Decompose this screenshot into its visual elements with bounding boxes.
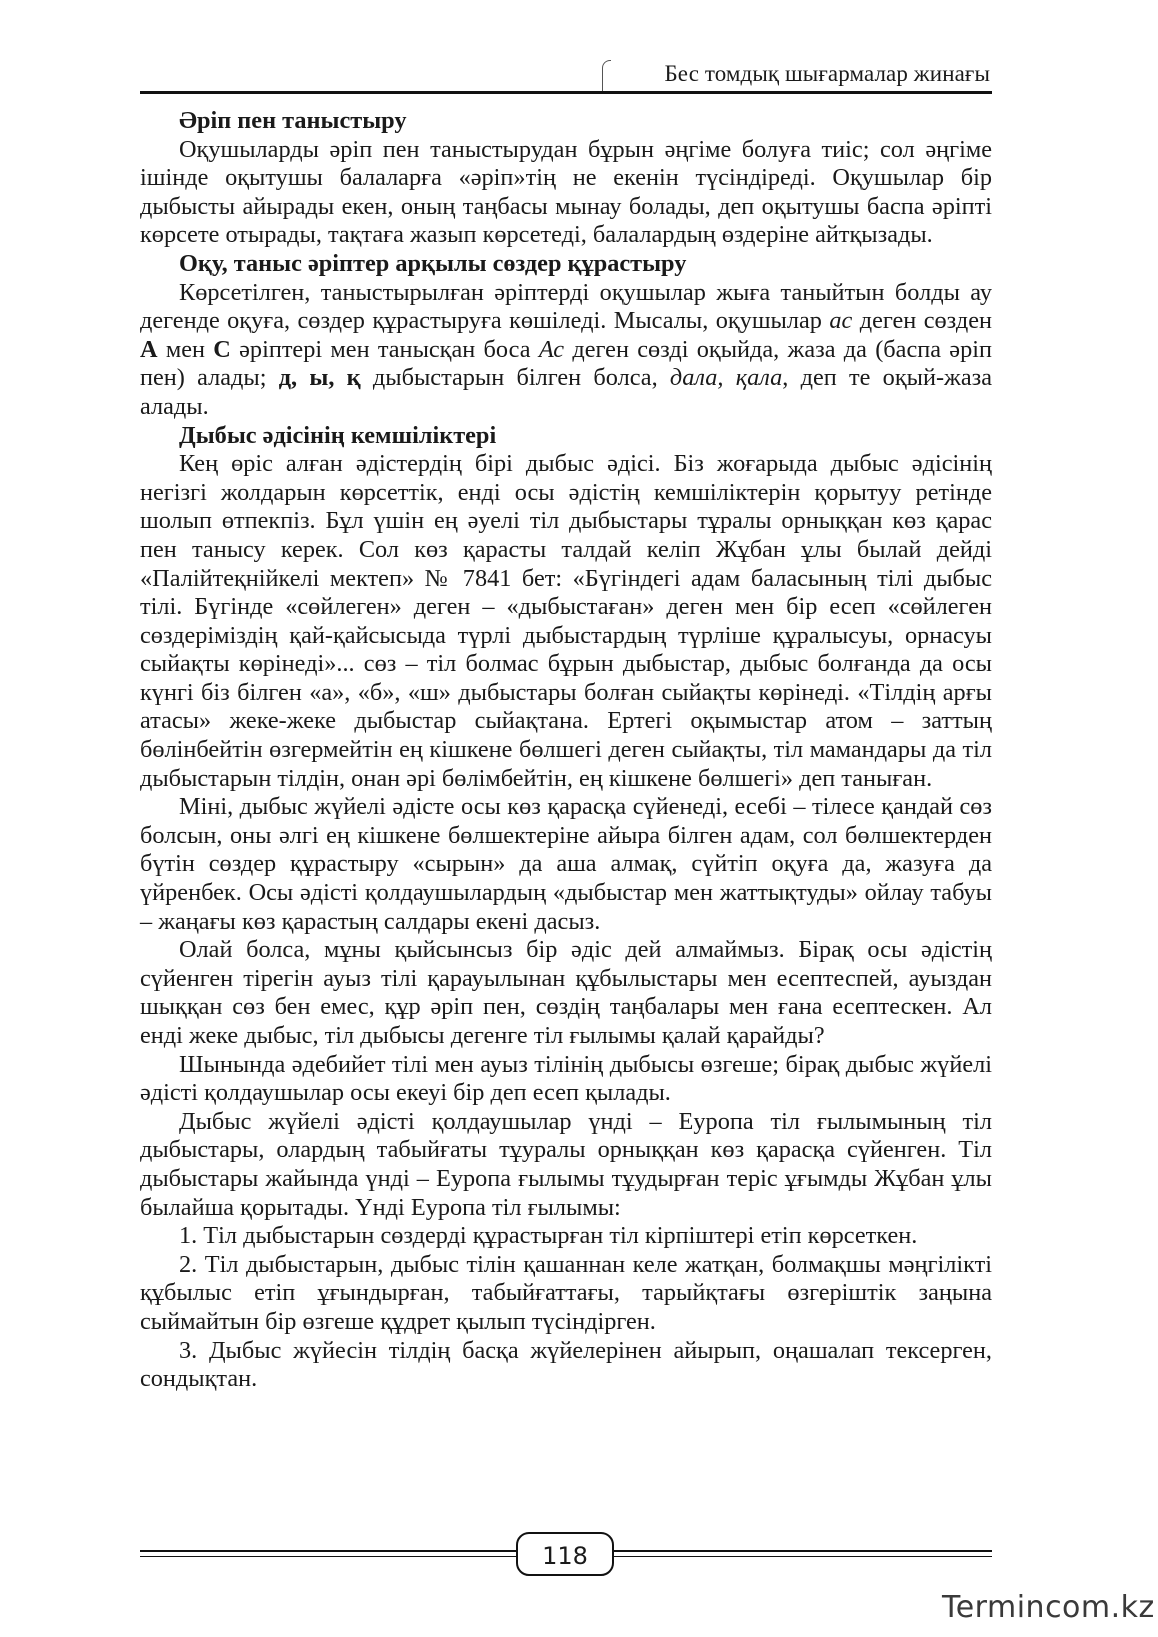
page-number: 118 <box>516 1532 614 1576</box>
text-run-normal: Көрсетілген, таныстырылған әріптерді оқушылар жыға таныйтын болды ау дегенде оқуға, сөздер құрастыруға көшіледі. Мысалы, оқушылар <box>140 278 992 335</box>
text-run-normal: мен <box>157 335 214 363</box>
footer-rule <box>614 1550 992 1552</box>
text-run-normal: дыбыстарын білген болса, <box>360 364 670 392</box>
header-corner-ornament <box>602 60 611 91</box>
text-run-italic: Ас <box>538 335 565 363</box>
text-run-normal: деген сөзді оқыйда, жаза да (баспа әріп пен) алады; <box>140 335 992 392</box>
text-run-normal: , деп те оқый-жаза алады. <box>140 364 992 420</box>
text-run-normal: әріптері мен танысқан боса <box>230 335 539 363</box>
section-heading-shortcomings: Дыбыс әдісінің кемшіліктері <box>179 421 497 449</box>
section-heading-word-building: Оқу, таныс әріптер арқылы сөздер құрастыру <box>179 249 687 277</box>
text-run-bold: А <box>140 335 158 363</box>
watermark-logo: Termincom.kz <box>942 1590 1155 1625</box>
paragraph: Шынында әдебийет тілі мен ауыз тілінің дыбысы өзгеше; бірақ дыбыс жүйелі әдісті қолдаушылар осы екеуі бір деп есеп қылады. <box>140 1050 992 1107</box>
paragraph: Міні, дыбыс жүйелі әдісте осы көз қарасқа сүйенеді, есебі – тілесе қандай сөз болсын, оны әлгі ең кішкене бөлшектеріне айыра білген адам, сол бөлшектерден бүтін сөздер құрастыру «сырын» да аша алмақ, сүйтіп оқуға да, жазуға да үйренбек. Осы әдісті қолдаушылардың «дыбыстар мен жаттықтуды» ойлау табуы – жаңағы көз қарастың салдары екені дасыз. <box>140 793 992 935</box>
list-item: 2. Тіл дыбыстарын, дыбыс тілін қашаннан келе жатқан, болмақшы мәңгілікті құбылыс етіп ұғындырған, табыйғаттағы, тарыйқтағы өзгеріштік заңына сыймайтын бір өзгеше құдрет қылып түсіндірген. <box>140 1250 992 1335</box>
list-item: 3. Дыбыс жүйесін тілдің басқа жүйелерінен айырып, оңашалап тексерген, сондықтан. <box>140 1336 992 1393</box>
footer-rule <box>140 1550 516 1552</box>
section-heading-letters: Әріп пен таныстыру <box>179 107 407 134</box>
paragraph: Оқушыларды әріп пен таныстырудан бұрын әңгіме болуға тиіс; сол әңгіме ішінде оқытушы балаларға «әріп»тің не екенін түсіндіреді. Оқушылар бір дыбысты айырады екен, оның таңбасы мынау болады, деп оқытушы баспа әріпті көрсете отырады, тақтаға жазып көрсетеді, балалардың өздеріне айтқызады. <box>140 135 992 249</box>
paragraph: Кең өріс алған әдістердің бірі дыбыс әдісі. Біз жоғарыда дыбыс әдісінің негізгі жолдарын көрсеттік, енді осы әдістің кемшіліктерін қорытуу ретінде шолып өтпекпіз. Бұл үшін ең әуелі тіл дыбыстары тұралы орныққан көз қарас пен танысу керек. Сол көз қарасты талдай келіп Жұбан ұлы былай дейді «Палійтеқнійкелі мектеп» № 7841 бет: «Бүгіндегі адам баласының тілі дыбыс тілі. Бүгінде «сөйлеген» деген – «дыбыстаған» деген мен бір есеп «сөйлеген сөздеріміздің қай-қайсысыда түрлі дыбыстардың түрліше құралысуы, орнасуы сыйақты көрінеді»... сөз – тіл болмас бұрын дыбыстар, дыбыс болғанда да осы күнгі біз білген «а», «б», «ш» дыбыстары болған сыйақты көрінеді. «Тілдің арғы атасы» жеке-жеке дыбыстар сыйақтана. Ертегі оқымыстар атом – заттың бөлінбейтін өзгермейтін ең кішкене бөлшегі деген сыйақты, тіл мамандары да тіл дыбыстарын тілдін, онан әрі бөлімбейтін, ең кішкене бөлшегі» деп таныған. <box>140 450 992 792</box>
list-item: 1. Тіл дыбыстарын сөздерді құрастырған тіл кірпіштері етіп көрсеткен. <box>179 1222 918 1250</box>
text-run-italic: ас <box>829 307 853 335</box>
page-body <box>140 107 992 1394</box>
running-header <box>602 56 992 92</box>
running-title: Бес томдық шығармалар жинағы <box>664 61 990 86</box>
footer-rule <box>614 1556 992 1557</box>
footer-rule <box>140 1556 516 1557</box>
text-run-normal: деген сөзден <box>852 307 992 335</box>
paragraph: Дыбыс жүйелі әдісті қолдаушылар үнді – Еуропа тіл ғылымының тіл дыбыстары, олардың табыйғаты тұуралы орныққан көз қарасқа сүйенген. Тіл дыбыстары жайында үнді – Еуропа ғылымы тұудырған теріс ұғымды Жұбан ұлы былайша қорытады. Үнді Еуропа тіл ғылымы: <box>140 1107 992 1221</box>
paragraph: Олай болса, мұны қыйсынсыз бір әдіс дей алмаймыз. Бірақ осы әдістің сүйенген тірегін ауыз тілі қарауылынан құбылыстары мен есептеспей, ауыздан шыққан сөз бен емес, құр әріп пен, сөздің таңбалары мен ғана есептескен. Ал енді жеке дыбыс, тіл дыбысы дегенге тіл ғылымы қалай қарайды? <box>140 936 992 1049</box>
text-run-italic: дала, қала <box>669 364 783 392</box>
header-rule <box>140 91 992 94</box>
text-run-bold: С <box>213 335 231 363</box>
paragraph-word-building <box>140 279 992 422</box>
text-run-bold: д, ы, қ <box>278 364 361 392</box>
